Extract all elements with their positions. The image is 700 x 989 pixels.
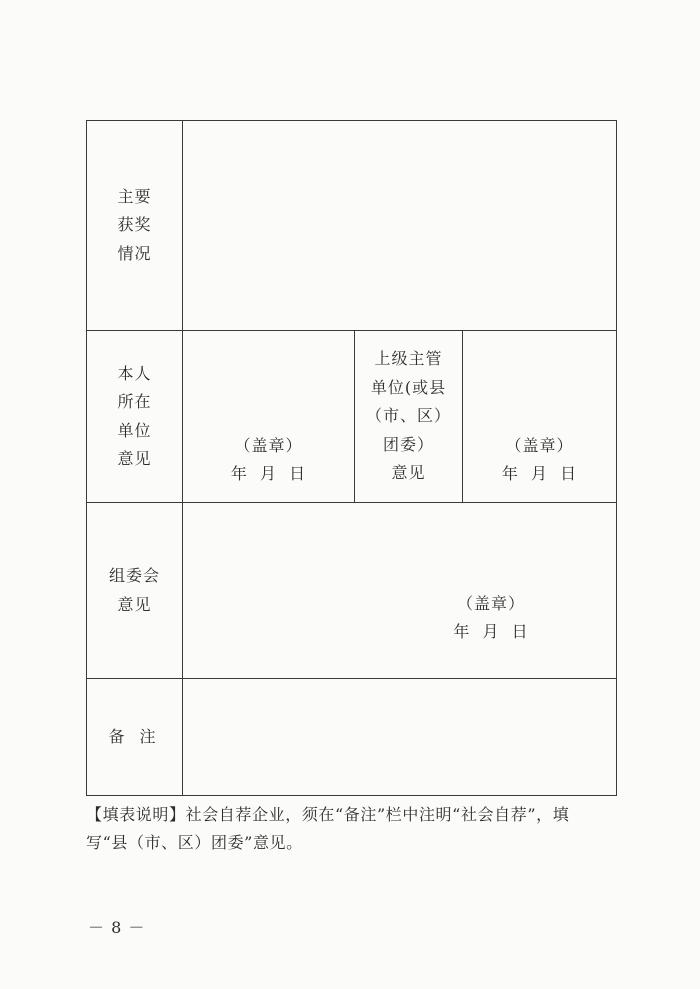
unit-opinion-stamp: （盖章） (234, 436, 303, 455)
instruction-note-line: 【填表说明】社会自荐企业，须在“备注”栏中注明“社会自荐”，填 (86, 805, 570, 824)
superior-opinion-label-line: 团委） (382, 434, 434, 454)
unit-opinion-label-line: 单位 (117, 420, 152, 440)
superior-opinion-date: 年 月 日 (501, 464, 578, 483)
superior-opinion-label-line: 上级主管 (374, 349, 443, 369)
awards-label-line: 获奖 (117, 215, 152, 235)
committee-opinion-label-cell (87, 503, 183, 679)
unit-opinion-label-line: 所在 (117, 392, 152, 411)
awards-content-cell[interactable] (183, 121, 616, 331)
remarks-content-cell[interactable] (183, 679, 616, 795)
superior-opinion-label-line: （市、区） (365, 406, 451, 426)
awards-label-line: 情况 (117, 243, 152, 263)
awards-label-cell (87, 121, 183, 331)
superior-opinion-label-line: 单位(或县 (370, 377, 447, 397)
committee-opinion-date: 年 月 日 (453, 622, 529, 641)
unit-opinion-content-cell[interactable] (183, 331, 355, 503)
superior-opinion-content-cell[interactable] (463, 331, 616, 503)
instruction-note-line: 写“县（市、区）团委”意见。 (86, 833, 303, 852)
unit-opinion-label-line: 意见 (117, 449, 152, 468)
unit-opinion-label-cell (87, 331, 183, 503)
committee-signature-block (431, 590, 551, 646)
unit-opinion-label-line: 本人 (117, 363, 152, 383)
superior-opinion-label-cell (355, 331, 463, 503)
remarks-label-cell (87, 679, 183, 795)
committee-opinion-label-line: 组委会 (108, 566, 160, 585)
committee-opinion-content-cell[interactable] (183, 503, 616, 679)
committee-opinion-stamp: （盖章） (456, 594, 525, 613)
form-table (86, 120, 617, 796)
committee-opinion-label-line: 意见 (117, 594, 152, 614)
superior-opinion-stamp: （盖章） (505, 436, 574, 455)
unit-opinion-date: 年 月 日 (230, 464, 307, 483)
remarks-label: 备 注 (108, 726, 161, 746)
awards-label-line: 主要 (117, 186, 152, 206)
page-number: － 8 － (88, 918, 146, 937)
superior-opinion-label-line: 意见 (391, 463, 426, 483)
